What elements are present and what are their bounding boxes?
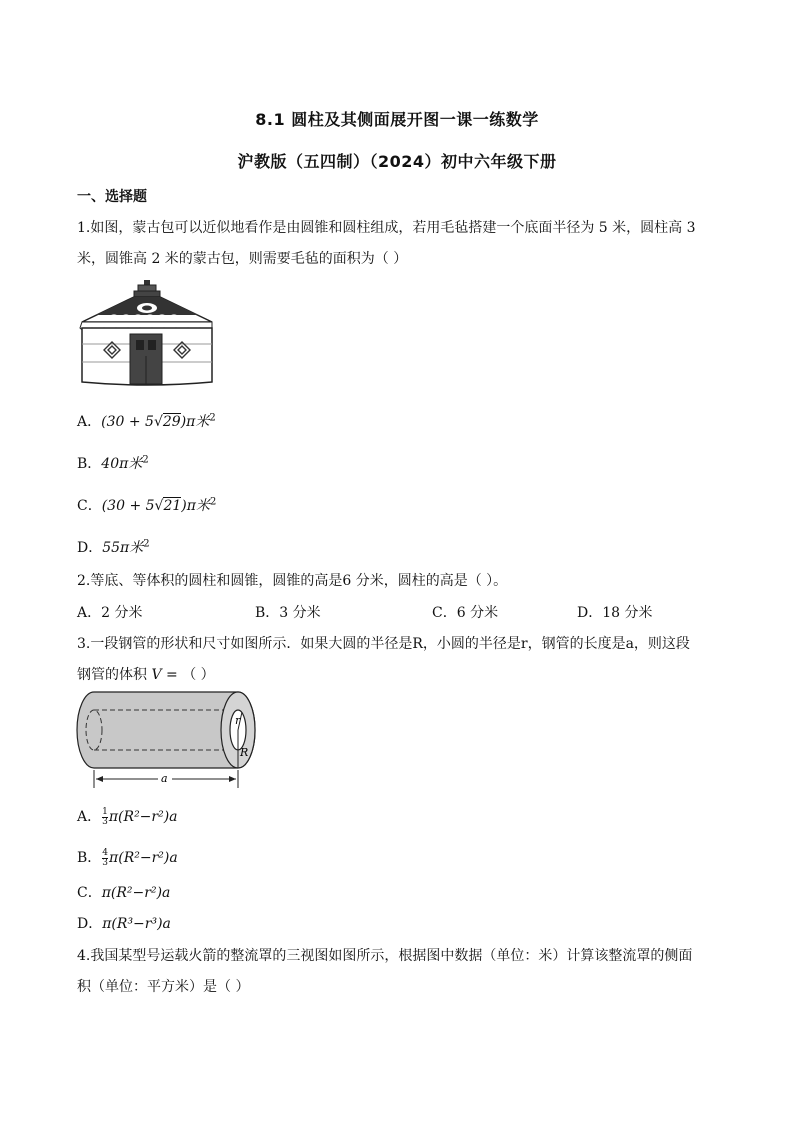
section-heading-choice: 一、选择题 <box>77 189 147 205</box>
q1-option-d-label: D． <box>77 540 103 556</box>
q3-stem-line2 <box>77 664 215 684</box>
volume-symbol: V <box>151 667 162 683</box>
q3-option-a[interactable] <box>77 806 178 827</box>
fraction-one-third <box>102 808 108 827</box>
q1-option-a[interactable] <box>77 411 216 431</box>
pipe-length-label: a <box>161 772 168 785</box>
sqrt-symbol: √ <box>153 414 163 430</box>
q1-option-c-radicand: 21 <box>163 498 182 514</box>
fraction-four-thirds <box>102 849 108 868</box>
q4-stem-line1: 4.我国某型号运载火箭的整流罩的三视图如图所示，根据图中数据（单位：米）计算该整流罩的侧面 <box>77 948 693 964</box>
square-exponent: 2 <box>209 412 216 424</box>
q2-option-d[interactable]: D．18 分米 <box>577 605 653 621</box>
document-title: 8.1 圆柱及其侧面展开图一课一练数学 <box>255 110 539 129</box>
q3-option-b-expr: π(R²−r²)a <box>109 850 178 866</box>
q2-option-b[interactable]: B．3 分米 <box>255 605 321 621</box>
pipe-outer-radius-label: R <box>240 746 249 759</box>
q2-stem: 2.等底、等体积的圆柱和圆锥，圆锥的高是6 分米，圆柱的高是（ ）。 <box>77 573 508 589</box>
q3-option-d-expr: π(R³−r³)a <box>102 916 171 932</box>
steel-pipe-diagram <box>76 688 260 790</box>
fraction-denominator: 3 <box>102 816 108 827</box>
q3-option-c-label: C． <box>77 885 102 901</box>
q1-option-a-label: A． <box>77 414 102 430</box>
q3-option-c[interactable] <box>77 882 170 902</box>
q3-option-d[interactable] <box>77 913 171 933</box>
q1-option-d[interactable] <box>77 537 150 557</box>
q3-stem-line1: 3.一段钢管的形状和尺寸如图所示．如果大圆的半径是R，小圆的半径是r，钢管的长度是a，则这段 <box>77 636 690 652</box>
fraction-denominator: 3 <box>102 857 109 868</box>
q3-stem-line2-pre: 钢管的体积 <box>77 667 152 683</box>
q1-option-c-post: )π米 <box>181 498 210 514</box>
q1-option-a-pre: (30 + 5 <box>101 414 154 430</box>
q1-option-c-label: C． <box>77 498 102 514</box>
q1-option-b[interactable] <box>77 453 149 473</box>
q1-option-c-pre: (30 + 5 <box>101 498 155 514</box>
pipe-inner-radius-label: r <box>235 714 241 727</box>
q3-option-a-label: A． <box>77 809 102 825</box>
q3-option-b-label: B． <box>77 850 102 866</box>
q2-option-a[interactable]: A．2 分米 <box>77 605 143 621</box>
q1-option-b-text: 40π米 <box>101 456 143 472</box>
q1-option-a-radicand: 29 <box>162 414 181 430</box>
q1-option-c[interactable] <box>77 495 216 515</box>
q3-option-b[interactable] <box>77 847 178 868</box>
q1-stem-line2: 米，圆锥高 2 米的蒙古包，则需要毛毡的面积为（ ） <box>77 251 408 267</box>
square-exponent: 2 <box>142 454 149 466</box>
square-exponent: 2 <box>143 538 150 550</box>
q3-option-d-label: D． <box>77 916 103 932</box>
q3-option-a-expr: π(R²−r²)a <box>108 809 178 825</box>
q1-option-a-post: )π米 <box>180 414 210 430</box>
q3-option-c-expr: π(R²−r²)a <box>101 885 171 901</box>
q1-stem-line1: 1.如图，蒙古包可以近似地看作是由圆锥和圆柱组成，若用毛毡搭建一个底面半径为 5 米，圆柱高 3 <box>77 220 696 236</box>
q3-stem-line2-post: = （ ） <box>161 667 215 683</box>
fraction-numerator: 1 <box>102 806 108 817</box>
document-subtitle: 沪教版（五四制）（2024）初中六年级下册 <box>237 152 557 171</box>
q1-option-d-text: 55π米 <box>102 540 144 556</box>
fraction-numerator: 4 <box>102 847 109 858</box>
yurt-illustration <box>78 278 216 388</box>
q2-option-c[interactable]: C．6 分米 <box>432 605 499 621</box>
q1-option-b-label: B． <box>77 456 102 472</box>
q4-stem-line2: 积（单位：平方米）是（ ） <box>77 979 250 995</box>
square-exponent: 2 <box>209 496 217 508</box>
sqrt-symbol: √ <box>154 498 164 514</box>
